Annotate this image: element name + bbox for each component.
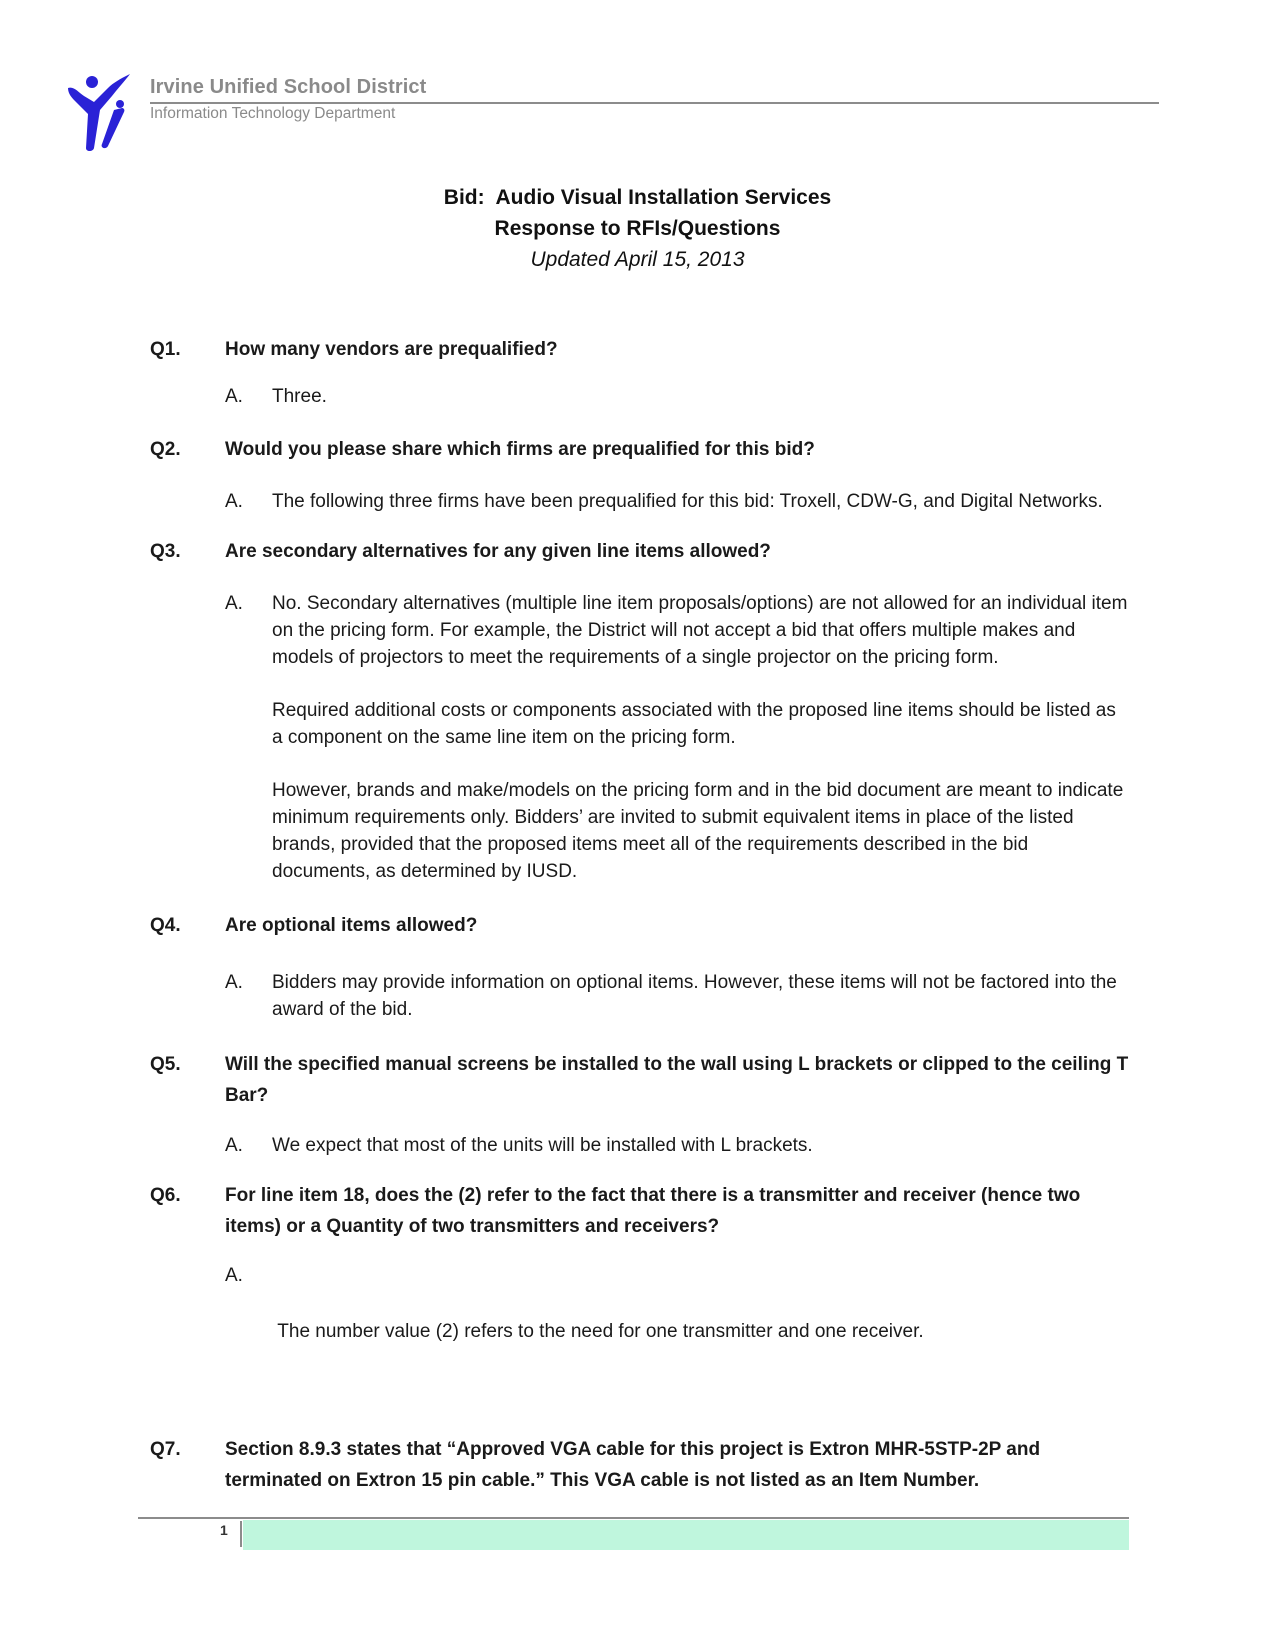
title-date: Updated April 15, 2013 [530,248,745,271]
question-7 [150,1434,1130,1496]
question-number: Q5. [150,1054,181,1075]
question-text: How many vendors are prequalified? [225,339,558,360]
answer-text [272,590,1130,885]
answer-text [272,969,1130,1023]
answer-paragraph: However, brands and make/models on the pricing form and in the bid document are meant to indicate minimum requirements only. Bidders’ are invited to submit equivalent items in place of the listed brands, provided that the proposed items meet all of the requirements described in the bid documents, as determined by IUSD. [272,780,1124,882]
question-4 [150,910,1130,941]
page-number: 1 [220,1522,228,1538]
question-text: Are secondary alternatives for any given line items allowed? [225,541,771,562]
question-number: Q1. [150,339,181,360]
title-line-2: Response to RFIs/Questions [494,217,781,240]
answer-3 [225,590,1130,885]
answer-paragraph: Three. [272,386,327,407]
question-text: Are optional items allowed? [225,915,478,936]
title-line-1: Bid: Audio Visual Installation Services [443,186,832,209]
question-number: Q3. [150,541,181,562]
answer-label: A. [225,1265,243,1286]
header-divider [150,102,1159,104]
answer-5 [225,1132,1130,1160]
question-6 [150,1180,1130,1242]
question-text: For line item 18, does the (2) refer to the fact that there is a transmitter and receiver (hence two items) or a Quantity of two transmitters and receivers? [225,1185,1081,1237]
answer-paragraph: Required additional costs or components associated with the proposed line items should be listed as a component on the same line item on the pricing form. [272,700,1116,748]
footer-separator [240,1521,242,1547]
answer-paragraph: The number value (2) refers to the need for one transmitter and one receiver. [272,1321,924,1342]
answer-paragraph: No. Secondary alternatives (multiple line item proposals/options) are not allowed for an individual item on the pricing form. For example, the District will not accept a bid that offers multiple makes and models of projectors to meet the requirements of a single projector on the pricing form. [272,593,1128,668]
answer-label: A. [225,972,243,993]
answer-text [272,383,1130,411]
document-title [0,182,1275,275]
question-number: Q6. [150,1185,181,1206]
answer-label: A. [225,386,243,407]
question-number: Q7. [150,1439,181,1460]
question-2 [150,434,1130,465]
question-text: Would you please share which firms are prequalified for this bid? [225,439,815,460]
footer-divider [138,1517,1129,1519]
question-number: Q4. [150,915,181,936]
answer-2 [225,486,1130,517]
question-text: Will the specified manual screens be installed to the wall using L brackets or clipped to the ceiling T Bar? [225,1054,1129,1106]
question-number: Q2. [150,439,181,460]
answer-label: A. [225,593,243,614]
answer-paragraph: The following three firms have been prequalified for this bid: Troxell, CDW-G, and Digital Networks. [272,491,1103,512]
answer-label: A. [225,1135,243,1156]
letterhead [64,74,1159,154]
question-5 [150,1049,1130,1111]
answer-6 [225,1262,1130,1402]
department-name: Information Technology Department [150,105,396,122]
org-name: Irvine Unified School District [150,76,427,98]
answer-1 [225,383,1130,411]
answer-label: A. [225,491,243,512]
answer-4 [225,969,1130,1023]
answer-text [272,1262,1130,1402]
answer-text [272,486,1130,517]
question-text: Section 8.9.3 states that “Approved VGA cable for this project is Extron MHR-5STP-2P and terminated on Extron 15 pin cable.” This VGA cable is not listed as an Item Number. [225,1439,1041,1491]
answer-text [272,1132,1130,1160]
answer-paragraph: Bidders may provide information on optional items. However, these items will not be factored into the award of the bid. [272,972,1117,1020]
question-3 [150,536,1130,567]
district-logo [64,74,136,152]
qa-list [150,334,1130,1496]
footer-bar [243,1520,1129,1550]
answer-paragraph: We expect that most of the units will be installed with L brackets. [272,1135,813,1156]
question-1 [150,334,1130,365]
